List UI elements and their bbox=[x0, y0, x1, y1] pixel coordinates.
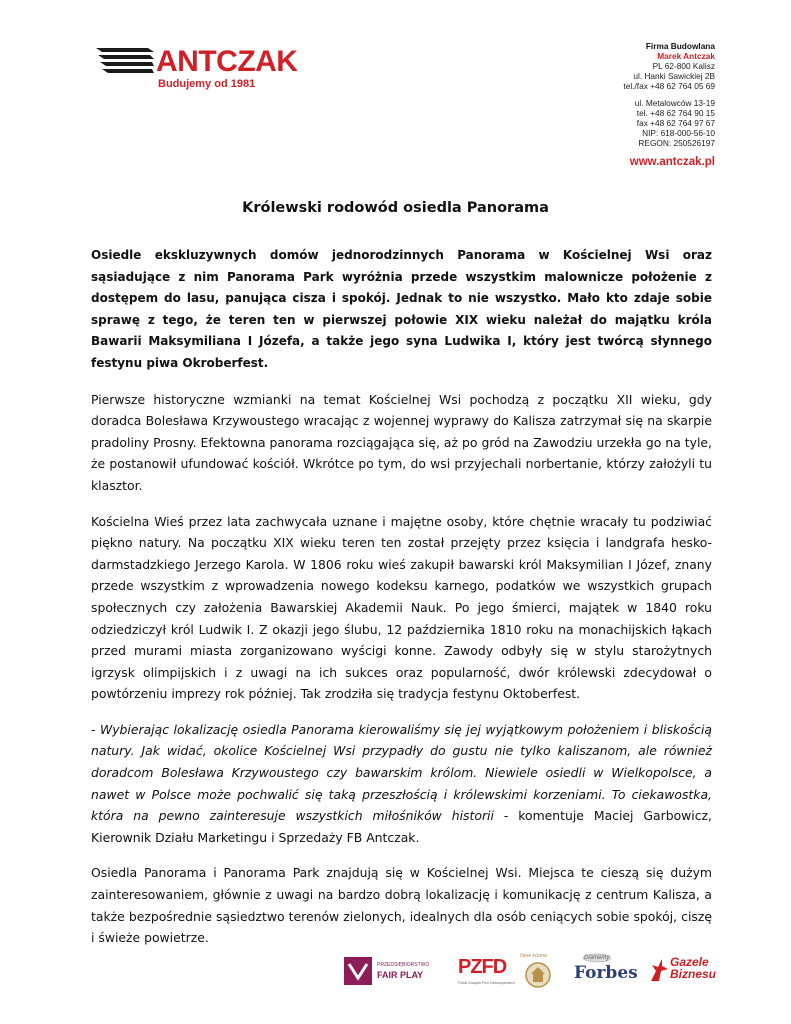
antczak-logo bbox=[94, 44, 314, 104]
document-body bbox=[91, 245, 712, 963]
logo-brand-text: ANTCZAK bbox=[156, 45, 298, 78]
fair-play-big-text: FAIR PLAY bbox=[377, 970, 424, 980]
company-fax-line: fax +48 62 764 97 67 bbox=[636, 118, 715, 128]
body-paragraph: Osiedla Panorama i Panorama Park znajdują się w Kościelnej Wsi. Miejsca te cieszą się dużym zainteresowaniem, głównie z uwagi na bardzo dobrą lokalizację i komunikację z centrum Kalisza, a także bezpośrednie sąsiedztwo terenów zielonych, idealnych dla osób ceniących sobie spokój, ciszę i świeże powietrze. bbox=[91, 865, 712, 946]
company-regon: REGON: 250526197 bbox=[638, 138, 715, 148]
company-address-line: PL 62-800 Kalisz bbox=[652, 61, 715, 71]
pzfd-logo bbox=[458, 953, 515, 989]
gazelle-icon bbox=[648, 957, 670, 983]
gazele-biznesu-text: Gazele Biznesu bbox=[670, 955, 717, 981]
company-details bbox=[623, 41, 715, 169]
new-home-logo bbox=[520, 953, 560, 989]
body-paragraph: Kościelna Wieś przez lata zachwycała uznane i majętne osoby, które chętnie wracały tu podziwiać piękno natury. Na początku XIX wieku teren ten został przejęty przez księcia i landgrafa hesko-darmstadzkiego Jerzego Karola. W 1806 roku wieś zakupił bawarski król Maksymilian I Józef, znany przede wszystkim z wprowadzenia nowego kodeksu karnego, podatków we wszystkich grupach społecznych czy założenia Bawarskiej Akademii Nauk. Po jego śmierci, majątek w 1840 roku odziedziczył król Ludwik I. Z okazji jego ślubu, 12 października 1810 roku na monachijskich łąkach przed murami miasta zorganizowano wyścigi konne. Zawody odbyły się w stylu starożytnych igrzysk olimpijskich i z uwagi na ich sukces oraz popularność, dwór królewski zdecydował o powtórzeniu imprezy rok później. Tak zrodziła się tradycja festynu Oktoberfest. bbox=[91, 513, 712, 702]
company-website-link[interactable]: www.antczak.pl bbox=[629, 156, 715, 168]
company-phone-line: tel./fax +48 62 764 05 69 bbox=[623, 81, 715, 91]
logo-stripes-icon bbox=[94, 44, 156, 78]
lead-paragraph: Osiedle ekskluzywnych domów jednorodzinnych Panorama w Kościelnej Wsi oraz sąsiadujące z nim Panorama Park wyróżnia przede wszystkim malownicze położenie z dostępem do lasu, panująca cisza i spokój. Jednak to nie wszystko. Mało kto zdaje sobie sprawę z tego, że teren ten w pierwszej połowie XIX wieku należał do majątku króla Bawarii Maksymiliana I Józefa, a także jego syna Ludwika I, który jest twórcą słynnego festynu piwa Okroberfest. bbox=[91, 248, 712, 370]
quote-text: - Wybierając lokalizację osiedla Panorama kierowaliśmy się jej wyjątkowym położeniem i bliskością natury. Jak widać, okolice Kościelnej Wsi przypadły do gustu nie tylko kaliszanom, ale również doradcom Bolesława Krzywoustego czy bawarskim królom. Niewiele osiedli w Wielkopolsce, a nawet w Polsce może pochwalić się taką przeszłością i królewskimi korzeniami. To ciekawostka, która na pewno zainteresuje wszystkich miłośników historii bbox=[91, 721, 712, 824]
new-home-text: New Home bbox=[520, 953, 548, 959]
document-title: Królewski rodowód osiedla Panorama bbox=[242, 200, 549, 216]
logo-tagline: Budujemy od 1981 bbox=[158, 78, 256, 90]
company-owner: Marek Antczak bbox=[657, 51, 715, 61]
company-address-line: ul. Hanki Sawickiej 2B bbox=[633, 71, 715, 81]
company-nip: NIP: 618-000-56-10 bbox=[642, 128, 715, 138]
new-home-seal-icon bbox=[524, 961, 552, 989]
fair-play-emblem-icon bbox=[343, 956, 373, 986]
fair-play-logo bbox=[343, 953, 453, 989]
pzfd-big-text: PZFD bbox=[458, 956, 507, 978]
forbes-big-text: Forbes bbox=[574, 963, 638, 983]
company-name: Firma Budowlana bbox=[645, 41, 715, 51]
forbes-small-text: Diamenty bbox=[584, 955, 610, 961]
forbes-diamonds-logo bbox=[572, 953, 638, 989]
body-paragraph: Pierwsze historyczne wzmianki na temat Kościelnej Wsi pochodzą z początku XII wieku, gdy doradca Bolesława Krzywoustego wracając z wojennej wyprawy do Kalisza zatrzymał się na skarpie pradoliny Prosny. Efektowna panorama rozciągająca się, aż po gród na Zawodziu urzekła go na tyle, że postanowił ufundować kościół. Wkrótce po tym, do wsi przyjechali norbertanie, którzy założyli tu klasztor. bbox=[91, 391, 712, 493]
pzfd-small-text: Polski Związek Firm Deweloperskich bbox=[458, 981, 515, 985]
company-address-line: ul. Metalowców 13-19 bbox=[634, 98, 715, 108]
quote-attribution: - komentuje Maciej Garbowicz, Kierownik Działu Marketingu i Sprzedaży FB Antczak. bbox=[91, 808, 712, 845]
fair-play-small-text: PRZEDSIĘBIORSTWO bbox=[377, 962, 430, 968]
quote-paragraph bbox=[91, 719, 712, 849]
footer-logos bbox=[340, 953, 720, 989]
gazele-biznesu-logo bbox=[648, 953, 720, 989]
company-phone-line: tel. +48 62 764 90 15 bbox=[636, 108, 715, 118]
